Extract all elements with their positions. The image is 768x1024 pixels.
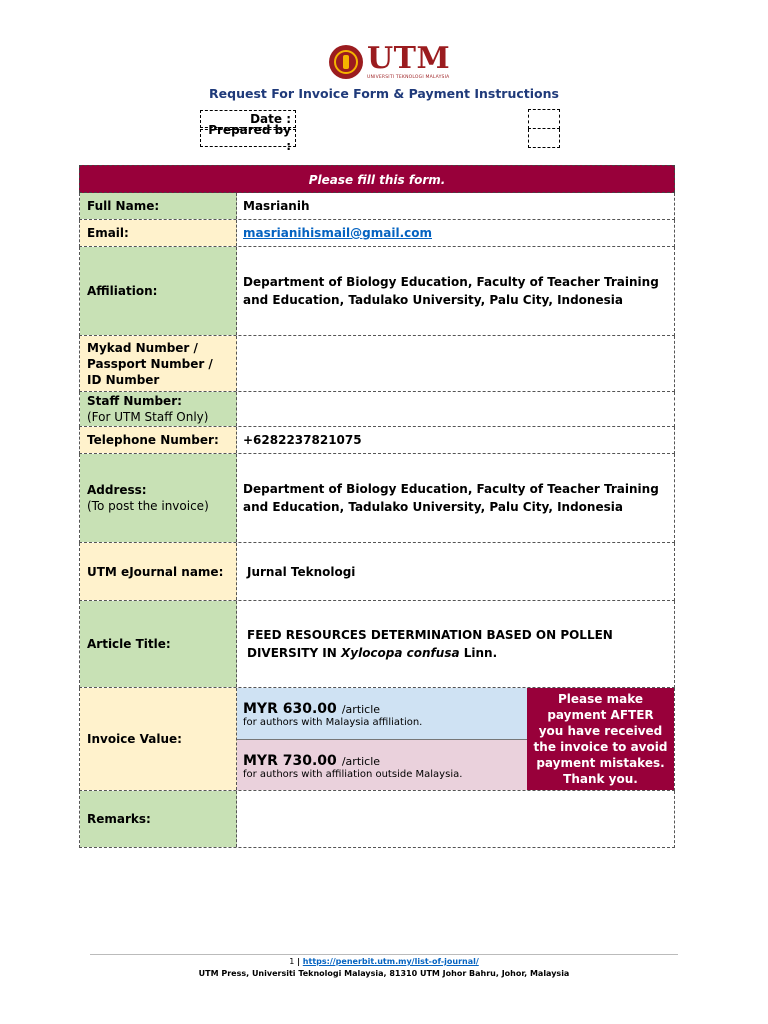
prepared-by-field[interactable]: [529, 129, 560, 148]
journal-value[interactable]: Jurnal Teknologi: [247, 564, 356, 579]
date-label: Date :: [200, 110, 296, 128]
full-name-value[interactable]: Masrianih: [243, 199, 310, 213]
utm-logo: [329, 42, 450, 82]
telephone-label: Telephone Number:: [80, 427, 237, 453]
affiliation-label: Affiliation:: [80, 247, 237, 335]
row-article-title: [79, 601, 675, 688]
address-value[interactable]: Department of Biology Education, Faculty of Teacher Training and Education, Tadulako University, Palu City, Indonesia: [243, 482, 659, 514]
payment-notice: Please make payment AFTER you have received the invoice to avoid payment mistakes. Thank you.: [527, 688, 674, 790]
price-malaysia-note: for authors with Malaysia affiliation.: [243, 717, 423, 729]
date-field[interactable]: [529, 110, 560, 129]
invoice-value-label: Invoice Value:: [80, 688, 237, 790]
invoice-options: [237, 688, 674, 790]
staff-number-label: [80, 392, 237, 426]
staff-number-value[interactable]: [237, 392, 674, 426]
row-affiliation: [79, 247, 675, 336]
logo-name: UTM: [367, 40, 451, 76]
article-title-main: FEED RESOURCES DETERMINATION BASED ON POLLEN DIVERSITY IN: [247, 628, 613, 660]
staff-label-text: Staff Number:: [87, 394, 182, 408]
article-title-label: Article Title:: [80, 601, 237, 687]
telephone-value[interactable]: +6282237821075: [243, 433, 362, 447]
row-full-name: [79, 193, 675, 220]
prepared-by-label: Prepared by :: [200, 129, 296, 147]
price-malaysia-unit: /article: [341, 703, 381, 717]
row-staff-number: [79, 392, 675, 427]
id-label-line-2: Passport Number /: [87, 356, 213, 371]
id-label-line-1: Mykad Number /: [87, 340, 198, 355]
form-header: Please fill this form.: [79, 165, 675, 193]
footer-divider: [90, 954, 678, 955]
address-label-note: (To post the invoice): [87, 499, 209, 513]
journal-list-link[interactable]: https://penerbit.utm.my/list-of-journal/: [302, 957, 479, 966]
email-link[interactable]: masrianihismail@gmail.com: [243, 226, 432, 240]
article-title-value[interactable]: [237, 601, 674, 687]
staff-label-note: (For UTM Staff Only): [87, 410, 209, 424]
row-id-number: [79, 336, 675, 392]
price-foreign-amount: MYR 730.00: [243, 752, 337, 769]
row-address: [79, 454, 675, 543]
row-email: [79, 220, 675, 247]
price-foreign: [237, 740, 527, 791]
utm-seal-icon: [329, 45, 363, 79]
invoice-request-form: [79, 165, 675, 848]
id-number-value[interactable]: [237, 336, 674, 391]
price-malaysia-amount: MYR 630.00: [243, 701, 337, 718]
remarks-label: Remarks:: [80, 791, 237, 847]
footer-address: UTM Press, Universiti Teknologi Malaysia, 81310 UTM Johor Bahru, Johor, Malaysia: [198, 969, 570, 978]
full-name-label: Full Name:: [80, 193, 237, 219]
footer-separator: |: [294, 957, 303, 966]
row-invoice-value: [79, 688, 675, 791]
price-foreign-note: for authors with affiliation outside Malaysia.: [243, 768, 463, 780]
address-label: [80, 454, 237, 542]
article-title-suffix: Linn.: [459, 646, 498, 660]
article-title-species: Xylocopa confusa: [341, 646, 460, 660]
document-title: Request For Invoice Form & Payment Instructions: [209, 86, 559, 101]
price-foreign-unit: /article: [341, 754, 381, 768]
remarks-value[interactable]: [237, 791, 674, 847]
id-number-label: [80, 336, 237, 391]
id-label-line-3: ID Number: [87, 372, 160, 387]
row-remarks: [79, 791, 675, 848]
row-journal: [79, 543, 675, 601]
affiliation-value[interactable]: Department of Biology Education, Faculty of Teacher Training and Education, Tadulako University, Palu City, Indonesia: [243, 275, 659, 307]
page-number: 1: [289, 957, 295, 966]
row-telephone: [79, 427, 675, 454]
logo-subtitle: UNIVERSITI TEKNOLOGI MALAYSIA: [367, 74, 450, 80]
footer-page-line: [0, 957, 768, 966]
email-label: Email:: [80, 220, 237, 246]
journal-label: UTM eJournal name:: [80, 543, 237, 600]
meta-table: [200, 109, 560, 153]
address-label-text: Address:: [87, 483, 147, 497]
price-malaysia: [237, 688, 527, 740]
